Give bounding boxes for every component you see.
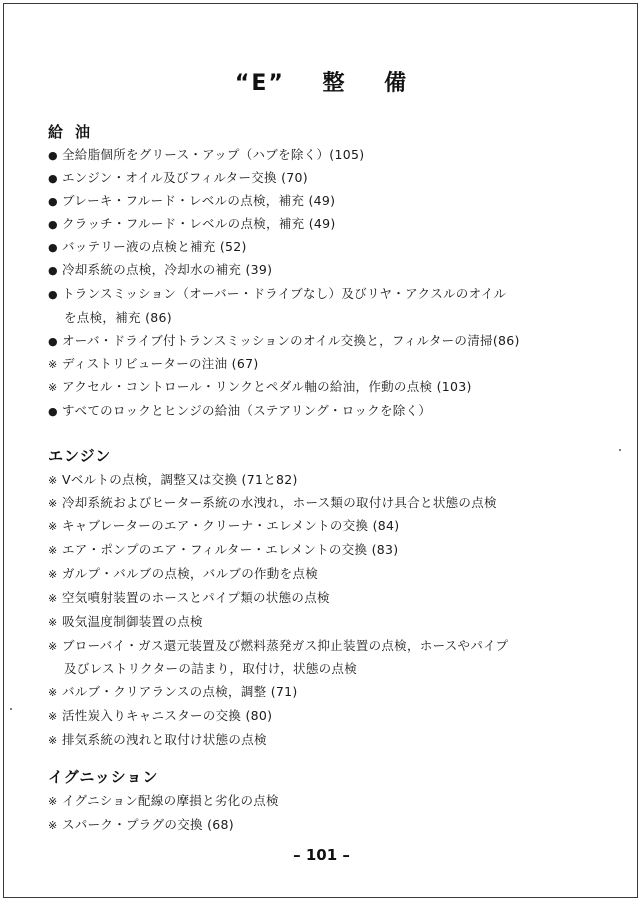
page-title: “E” 整 備 xyxy=(234,71,409,96)
item-text: 活性炭入りキャニスターの交換 (80) xyxy=(62,708,273,723)
bullet: ※ xyxy=(48,686,58,699)
item-text: スパーク・プラグの交換 (68) xyxy=(62,817,234,832)
bullet: ※ xyxy=(48,616,58,629)
bullet: ● xyxy=(48,264,58,277)
item-text: ディストリビューターの注油 (67) xyxy=(62,356,259,371)
bullet: ● xyxy=(48,335,58,348)
bullet: ※ xyxy=(48,381,58,394)
bullet: ● xyxy=(48,288,58,301)
list-item xyxy=(48,352,608,377)
scan-speck xyxy=(10,708,12,710)
list-item xyxy=(48,399,608,424)
list-item xyxy=(48,189,608,214)
item-text: 全給脂個所をグリース・アップ（ハブを除く）(105) xyxy=(62,147,365,162)
list-item xyxy=(48,212,608,237)
list-item xyxy=(48,704,608,729)
bullet: ※ xyxy=(48,795,58,808)
bullet: ※ xyxy=(48,710,58,723)
item-text: キャブレーターのエア・クリーナ・エレメントの交換 (84) xyxy=(62,518,400,533)
bullet: ※ xyxy=(48,520,58,533)
bullet: ● xyxy=(48,172,58,185)
item-text: エンジン・オイル及びフィルター交換 (70) xyxy=(62,170,308,185)
list-item xyxy=(48,166,608,191)
list-item xyxy=(48,610,608,635)
item-text: ブレーキ・フルード・レベルの点検，補充 (49) xyxy=(62,193,336,208)
item-text: イグニション配線の摩損と劣化の点検 xyxy=(62,793,279,808)
list-item xyxy=(48,728,608,753)
list-item xyxy=(48,143,608,168)
item-text: アクセル・コントロール・リンクとペダル軸の給油，作動の点検 (103) xyxy=(62,379,472,394)
item-text: バルブ・クリアランスの点検，調整 (71) xyxy=(62,684,298,699)
item-text: 冷却系統およびヒーター系統の水洩れ，ホース類の取付け具合と状態の点検 xyxy=(62,495,497,510)
bullet: ● xyxy=(48,149,58,162)
item-text: クラッチ・フルード・レベルの点検，補充 (49) xyxy=(62,216,336,231)
scan-speck xyxy=(619,449,621,451)
bullet: ※ xyxy=(48,358,58,371)
list-item xyxy=(48,634,608,659)
list-item xyxy=(48,491,608,516)
list-item xyxy=(48,329,608,354)
item-text: 冷却系統の点検，冷却水の補充 (39) xyxy=(62,262,273,277)
bullet: ※ xyxy=(48,544,58,557)
item-text: Vベルトの点検，調整又は交換 (71と82) xyxy=(62,472,298,487)
item-text: オーバ・ドライブ付トランスミッションのオイル交換と，フィルターの清掃(86) xyxy=(62,333,520,348)
section-heading-ignition: イグニッション xyxy=(48,768,159,786)
list-item xyxy=(48,586,608,611)
list-item xyxy=(48,789,608,814)
bullet: ※ xyxy=(48,640,58,653)
bullet: ※ xyxy=(48,592,58,605)
bullet: ● xyxy=(48,218,58,231)
bullet: ※ xyxy=(48,568,58,581)
item-text: ガルプ・バルブの点検，バルブの作動を点検 xyxy=(62,566,319,581)
item-text: バッテリー液の点検と補充 (52) xyxy=(62,239,247,254)
item-text: 排気系統の洩れと取付け状態の点検 xyxy=(62,732,267,747)
list-item xyxy=(48,538,608,563)
bullet: ※ xyxy=(48,819,58,832)
bullet: ※ xyxy=(48,474,58,487)
list-item-continuation: を点検，補充 (86) xyxy=(64,310,172,325)
item-text: ブローバイ・ガス還元装置及び燃料蒸発ガス抑止装置の点検，ホースやパイプ xyxy=(62,638,509,653)
bullet: ● xyxy=(48,405,58,418)
list-item xyxy=(48,514,608,539)
item-text: トランスミッション（オーバー・ドライブなし）及びリヤ・アクスルのオイル xyxy=(62,286,507,301)
bullet: ● xyxy=(48,241,58,254)
item-text: エア・ポンプのエア・フィルター・エレメントの交換 (83) xyxy=(62,542,399,557)
page-number: – 101 – xyxy=(293,846,350,864)
list-item xyxy=(48,468,608,493)
list-item-continuation: 及びレストリクターの詰まり，取付け，状態の点検 xyxy=(64,661,358,676)
list-item xyxy=(48,235,608,260)
bullet: ● xyxy=(48,195,58,208)
list-item xyxy=(48,813,608,838)
list-item xyxy=(48,258,608,283)
list-item xyxy=(48,282,608,307)
list-item xyxy=(48,680,608,705)
section-heading-lubrication: 給油 xyxy=(48,123,103,141)
item-text: 吸気温度制御装置の点検 xyxy=(62,614,203,629)
list-item xyxy=(48,562,608,587)
bullet: ※ xyxy=(48,734,58,747)
bullet: ※ xyxy=(48,497,58,510)
list-item xyxy=(48,375,608,400)
section-heading-engine: エンジン xyxy=(48,447,112,465)
item-text: 空気噴射装置のホースとパイプ類の状態の点検 xyxy=(62,590,330,605)
item-text: すべてのロックとヒンジの給油（ステアリング・ロックを除く） xyxy=(62,403,432,418)
